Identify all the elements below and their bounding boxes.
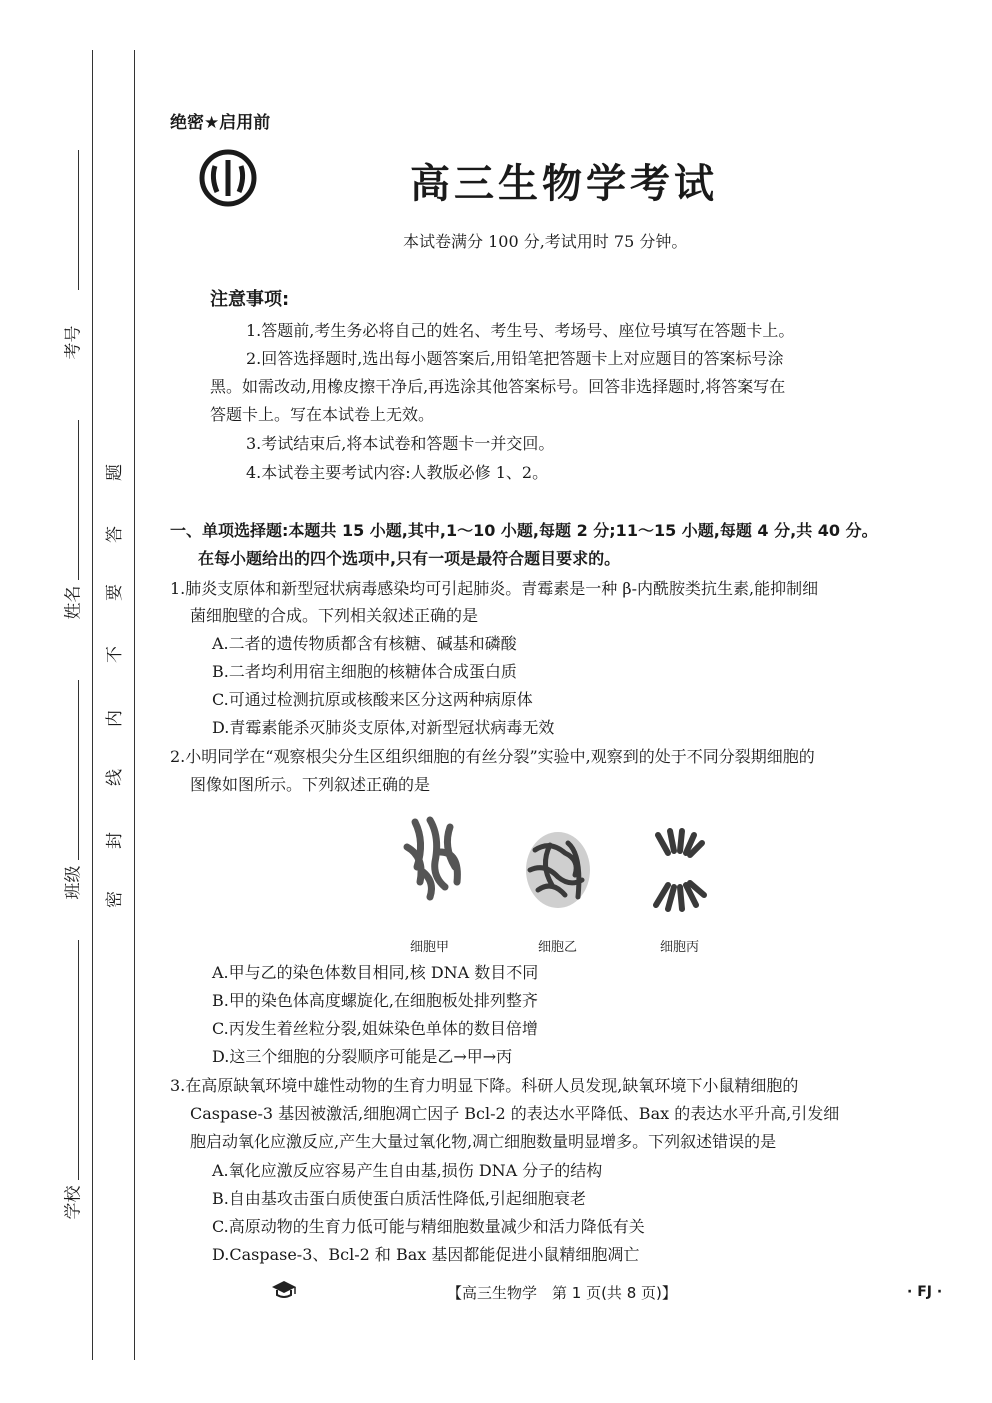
seal-char: 题 bbox=[105, 464, 125, 481]
binding-line-inner bbox=[134, 50, 135, 1360]
seal-char: 内 bbox=[105, 710, 125, 727]
notice-line: 黑。如需改动,用橡皮擦干净后,再选涂其他答案标号。回答非选择题时,将答案写在 bbox=[210, 377, 786, 396]
cell-yi-caption: 细胞乙 bbox=[538, 940, 578, 955]
section-heading: 一、单项选择题:本题共 15 小题,其中,1～10 小题,每题 2 分;11～15 小题,每题 4 分,共 40 分。 bbox=[170, 521, 878, 540]
cell-jia-caption: 细胞甲 bbox=[410, 940, 450, 955]
page-title: 高三生物学考试 bbox=[410, 161, 718, 207]
question-3-option-d[interactable]: D.Caspase-3、Bcl-2 和 Bax 基因都能促进小鼠精细胞凋亡 bbox=[212, 1245, 640, 1264]
notice-line: 3.考试结束后,将本试卷和答题卡一并交回。 bbox=[246, 434, 555, 453]
name-label: 姓名 bbox=[63, 585, 84, 620]
confidential-mark: 绝密★启用前 bbox=[170, 113, 271, 133]
seal-char: 密 bbox=[105, 891, 125, 908]
publisher-logo-icon bbox=[198, 148, 258, 208]
question-1-stem: 菌细胞壁的合成。下列相关叙述正确的是 bbox=[190, 606, 479, 625]
section-instruction: 在每小题给出的四个选项中,只有一项是最符合题目要求的。 bbox=[198, 549, 621, 568]
question-1-option-d[interactable]: D.青霉素能杀灭肺炎支原体,对新型冠状病毒无效 bbox=[212, 718, 555, 737]
question-2-option-a[interactable]: A.甲与乙的染色体数目相同,核 DNA 数目不同 bbox=[212, 963, 539, 982]
question-1-option-c[interactable]: C.可通过检测抗原或核酸来区分这两种病原体 bbox=[212, 690, 533, 709]
question-2-option-b[interactable]: B.甲的染色体高度螺旋化,在细胞板处排列整齐 bbox=[212, 991, 538, 1010]
question-3-option-a[interactable]: A.氧化应激反应容易产生自由基,损伤 DNA 分子的结构 bbox=[212, 1161, 603, 1180]
notice-line: 1.答题前,考生务必将自己的姓名、考生号、考场号、座位号填写在答题卡上。 bbox=[246, 321, 795, 340]
graduation-cap-icon bbox=[270, 1278, 298, 1300]
question-2-stem: 2.小明同学在“观察根尖分生区组织细胞的有丝分裂”实验中,观察到的处于不同分裂期细胞的 bbox=[170, 747, 815, 766]
notice-line: 2.回答选择题时,选出每小题答案后,用铅笔把答题卡上对应题目的答案标号涂 bbox=[246, 349, 784, 368]
page-footer: 【高三生物学 第 1 页(共 8 页)】 bbox=[447, 1284, 677, 1302]
seal-char: 线 bbox=[105, 769, 125, 786]
notice-line: 4.本试卷主要考试内容:人教版必修 1、2。 bbox=[246, 463, 549, 482]
question-1-stem: 1.肺炎支原体和新型冠状病毒感染均可引起肺炎。青霉素是一种 β-内酰胺类抗生素,能抑制细 bbox=[170, 579, 819, 598]
question-3-option-c[interactable]: C.高原动物的生育力低可能与精细胞数量减少和活力降低有关 bbox=[212, 1217, 645, 1236]
seal-char: 不 bbox=[105, 646, 125, 663]
exam-number-underline bbox=[78, 150, 79, 290]
cell-bing-image bbox=[640, 825, 720, 915]
question-2-option-c[interactable]: C.丙发生着丝粒分裂,姐妹染色单体的数目倍增 bbox=[212, 1019, 538, 1038]
class-label: 班级 bbox=[63, 865, 84, 900]
seal-char: 封 bbox=[105, 832, 125, 849]
cell-yi-image bbox=[520, 825, 600, 915]
class-underline bbox=[78, 680, 79, 860]
cell-bing-caption: 细胞丙 bbox=[660, 940, 700, 955]
question-3-option-b[interactable]: B.自由基攻击蛋白质使蛋白质活性降低,引起细胞衰老 bbox=[212, 1189, 586, 1208]
exam-number-label: 考号 bbox=[63, 325, 84, 360]
seal-char: 答 bbox=[105, 526, 125, 543]
cell-jia-image bbox=[395, 812, 475, 902]
question-1-option-a[interactable]: A.二者的遗传物质都含有核糖、碱基和磷酸 bbox=[212, 634, 517, 653]
question-3-stem: 3.在高原缺氧环境中雄性动物的生育力明显下降。科研人员发现,缺氧环境下小鼠精细胞的 bbox=[170, 1076, 799, 1095]
notice-title: 注意事项: bbox=[210, 289, 290, 310]
school-label: 学校 bbox=[63, 1185, 84, 1220]
notice-line: 答题卡上。写在本试卷上无效。 bbox=[210, 405, 435, 424]
school-underline bbox=[78, 940, 79, 1180]
name-underline bbox=[78, 420, 79, 580]
region-code: · FJ · bbox=[907, 1284, 943, 1300]
student-info-fields bbox=[48, 300, 84, 1300]
question-3-stem: 胞启动氧化应激反应,产生大量过氧化物,凋亡细胞数量明显增多。下列叙述错误的是 bbox=[190, 1132, 777, 1151]
question-2-stem: 图像如图所示。下列叙述正确的是 bbox=[190, 775, 431, 794]
binding-line-outer bbox=[92, 50, 93, 1360]
question-3-stem: Caspase-3 基因被激活,细胞凋亡因子 Bcl-2 的表达水平降低、Bax 的表达水平升高,引发细 bbox=[190, 1104, 840, 1123]
question-1-option-b[interactable]: B.二者均利用宿主细胞的核糖体合成蛋白质 bbox=[212, 662, 517, 681]
seal-char: 要 bbox=[105, 584, 125, 601]
question-2-option-d[interactable]: D.这三个细胞的分裂顺序可能是乙→甲→丙 bbox=[212, 1047, 513, 1066]
exam-info: 本试卷满分 100 分,考试用时 75 分钟。 bbox=[403, 232, 688, 251]
